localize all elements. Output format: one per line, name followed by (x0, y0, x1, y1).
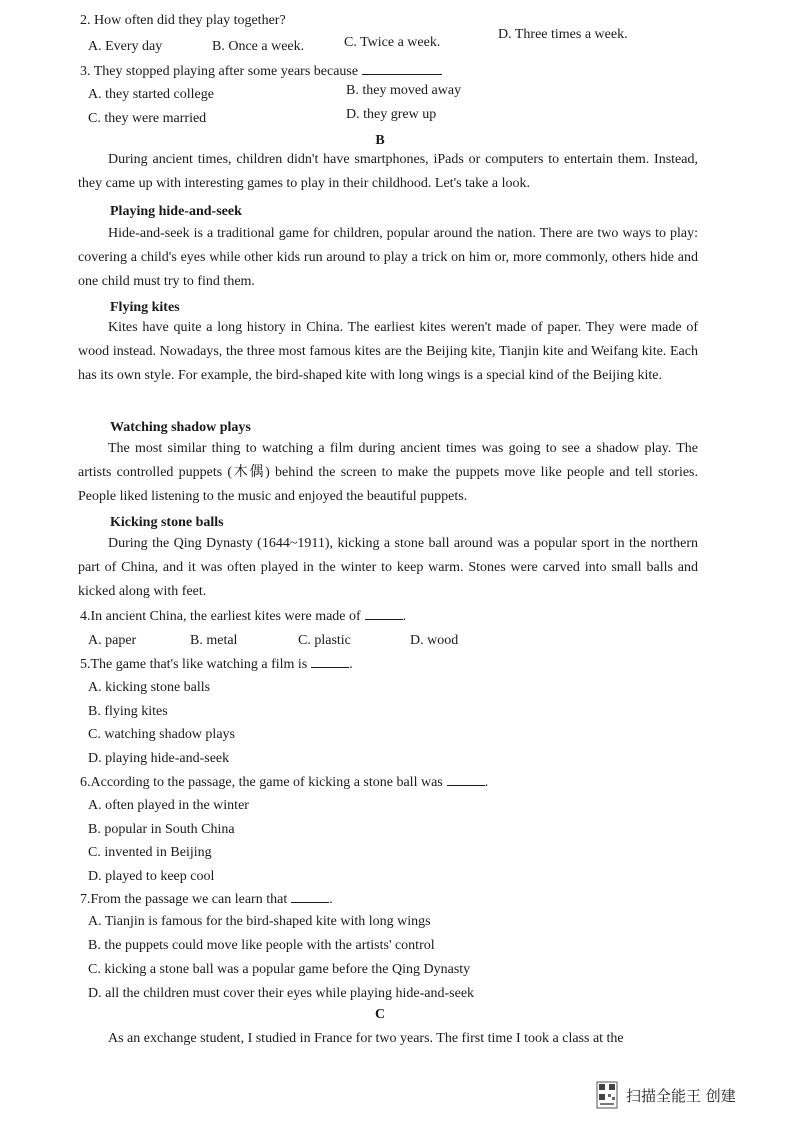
option-a: A. they started college (88, 87, 214, 102)
answer-blank (447, 773, 485, 786)
option-a: A. paper (88, 633, 137, 648)
option-b: B. the puppets could move like people with the artists' control (88, 938, 435, 953)
answer-blank (311, 655, 349, 668)
question-5-text: 5.The game that's like watching a film is (80, 657, 308, 672)
option-d: D. wood (410, 633, 459, 648)
option-a: A. Every day (88, 39, 163, 54)
camscanner-logo-icon (596, 1081, 618, 1109)
game-3-title: Watching shadow plays (110, 420, 251, 435)
option-a: A. kicking stone balls (88, 680, 211, 695)
option-c: C. kicking a stone ball was a popular game before the Qing Dynasty (88, 962, 471, 977)
option-c: C. Twice a week. (344, 35, 441, 50)
game-4-text: During the Qing Dynasty (1644~1911), kicking a stone ball around was a popular sport in the northern part of China, and it was often played in the winter to keep warm. Stones were carved into small balls and kicked along with feet. (78, 536, 698, 599)
answer-blank (362, 62, 442, 75)
question-2: 2. How often did they play together? (80, 13, 286, 28)
question-7-text: 7.From the passage we can learn that (80, 892, 288, 907)
option-d: D. playing hide-and-seek (88, 751, 230, 766)
option-c: C. plastic (298, 633, 351, 648)
option-a: A. Tianjin is famous for the bird-shaped kite with long wings (88, 914, 431, 929)
game-1-title: Playing hide-and-seek (110, 204, 242, 219)
game-3-text: The most similar thing to watching a film during ancient times was going to see a shadow play. The artists controlled puppets (木偶) behind the screen to make the puppets move like people and tell stories. People liked listening to the music and enjoyed the beautiful puppets. (78, 441, 698, 504)
section-b-heading: B (375, 133, 385, 148)
game-1-text: Hide-and-seek is a traditional game for children, popular around the nation. There are two ways to play: covering a child's eyes while other kids run around to play a trick on him or, more commonly, others hide and one child must try to find them. (78, 226, 698, 289)
option-b: B. they moved away (346, 83, 462, 98)
answer-blank (291, 890, 329, 903)
section-c-heading: C (374, 1007, 386, 1022)
scanner-watermark (596, 1080, 786, 1110)
option-d: D. all the children must cover their eyes while playing hide-and-seek (88, 986, 475, 1001)
question-3 (80, 62, 442, 81)
question-6: 6.According to the passage, the game of kicking a stone ball was . (80, 775, 489, 790)
question-3-text: 3. They stopped playing after some years because (80, 64, 359, 79)
option-a: A. often played in the winter (88, 798, 249, 813)
game-2-title: Flying kites (110, 300, 180, 315)
option-b: B. popular in South China (88, 822, 235, 837)
option-b: B. flying kites (88, 704, 168, 719)
question-4-text: 4.In ancient China, the earliest kites were made of (80, 609, 361, 624)
question-5: 5.The game that's like watching a film is . (80, 657, 353, 672)
question-6-text: 6.According to the passage, the game of kicking a stone ball was (80, 775, 443, 790)
question-4: 4.In ancient China, the earliest kites were made of . (80, 609, 407, 624)
option-d: D. they grew up (346, 107, 437, 122)
scanner-label: 扫描全能王 创建 (626, 1086, 736, 1105)
answer-blank (365, 607, 403, 620)
game-2-text: Kites have quite a long history in China. The earliest kites weren't made of paper. They were made of wood instead. Nowadays, the three most famous kites are the Beijing kite, Tianjin kite and Weifang kite. Each has its own style. For example, the bird-shaped kite with long wings is a special kind of the Beijing kite. (78, 320, 698, 383)
option-c: C. they were married (88, 111, 207, 126)
option-c: C. invented in Beijing (88, 845, 212, 860)
intro-paragraph: During ancient times, children didn't have smartphones, iPads or computers to entertain them. Instead, they came up with interesting games to play in their childhood. Let's take a look. (78, 152, 698, 191)
option-b: B. Once a week. (212, 39, 305, 54)
game-4-title: Kicking stone balls (110, 515, 224, 530)
option-d: D. Three times a week. (498, 27, 628, 42)
option-c: C. watching shadow plays (88, 727, 235, 742)
option-b: B. metal (190, 633, 238, 648)
section-c-first-line: As an exchange student, I studied in France for two years. The first time I took a class at the (108, 1031, 624, 1046)
question-7: 7.From the passage we can learn that . (80, 892, 333, 907)
option-d: D. played to keep cool (88, 869, 215, 884)
